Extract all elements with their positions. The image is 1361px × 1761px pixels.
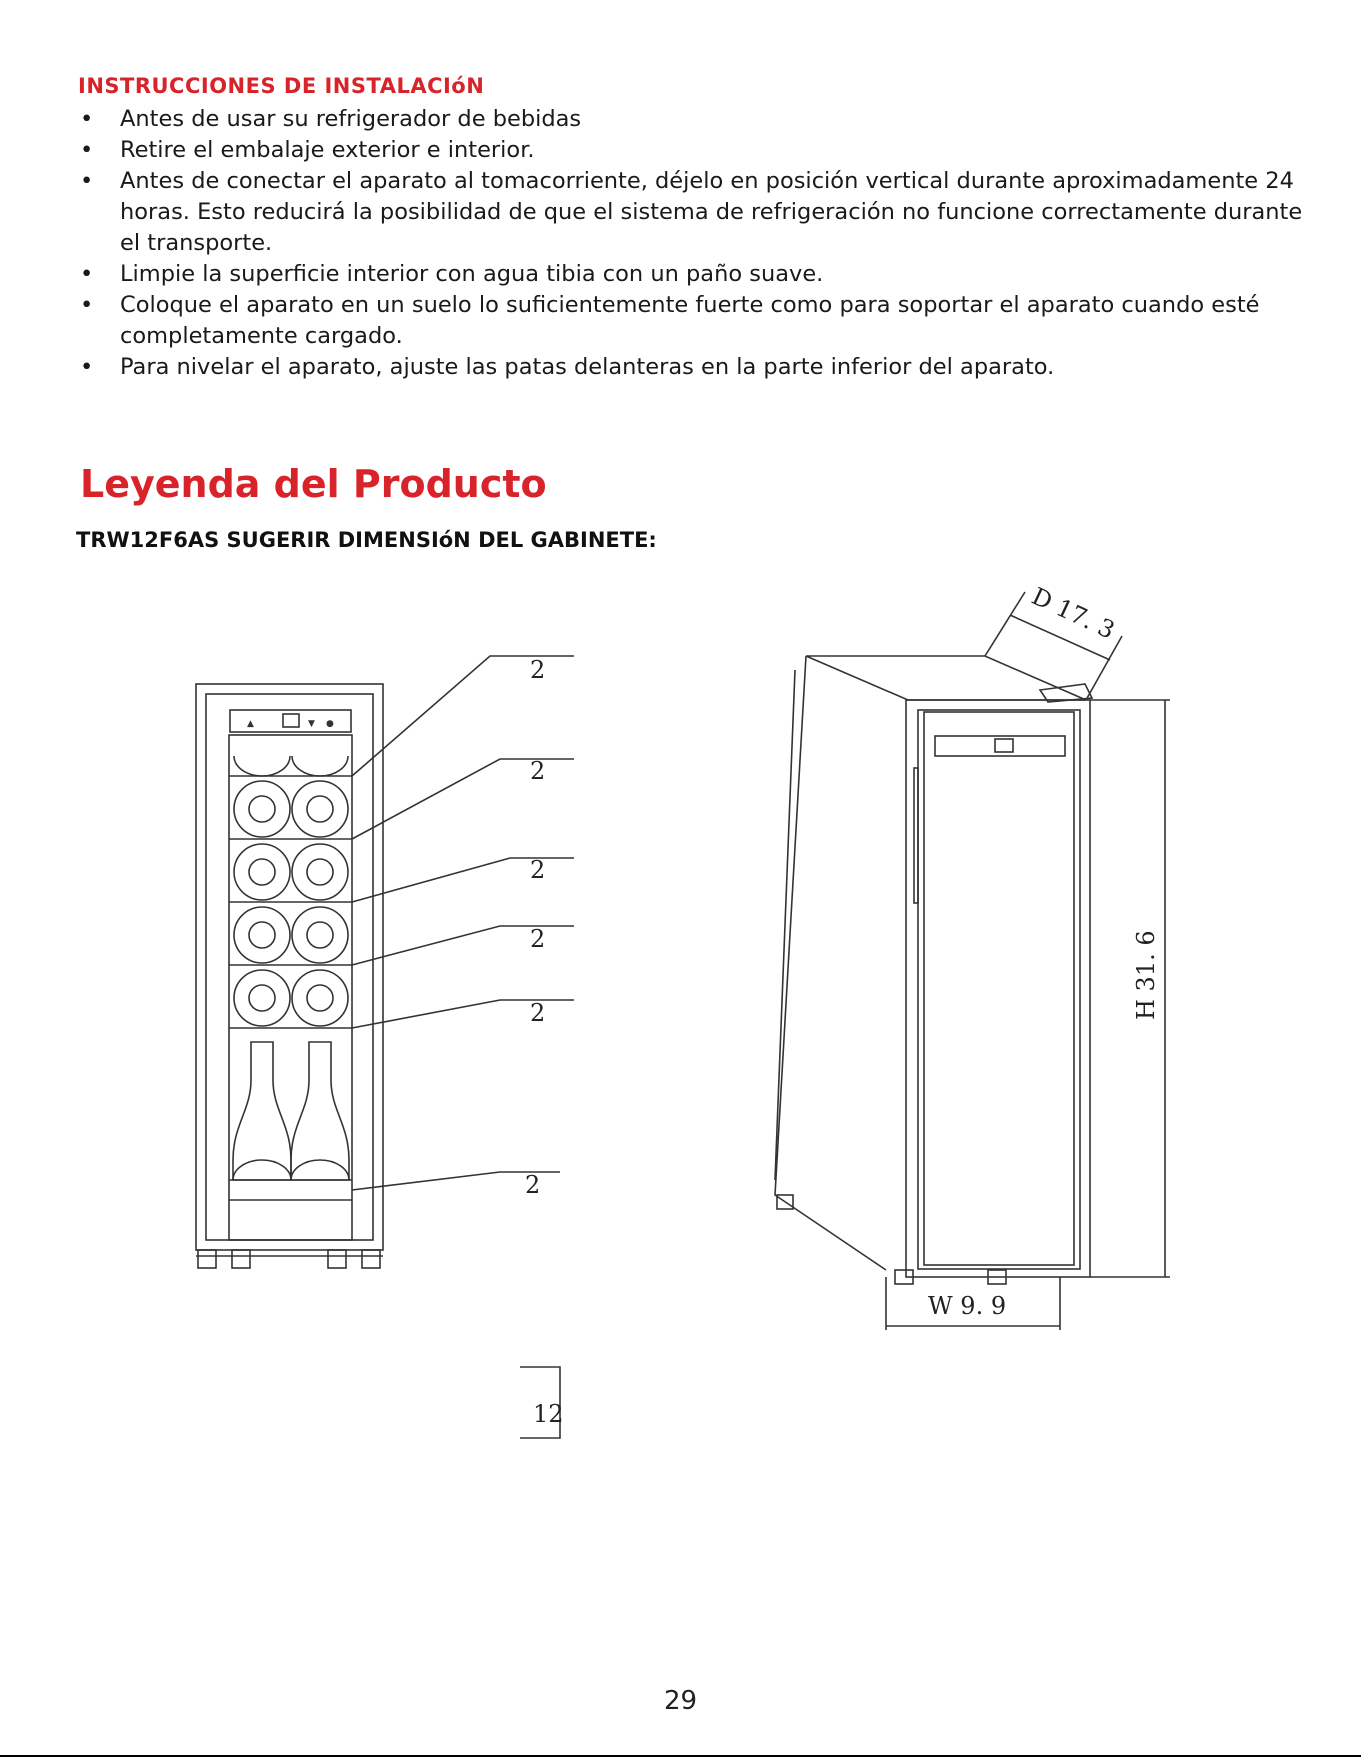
bullet-icon: • [80,292,94,318]
total-capacity-label: 12 [533,1400,564,1428]
bottle-end [249,985,275,1011]
shelf-capacity-label: 2 [525,1171,541,1199]
list-item [78,352,1308,383]
list-item [78,135,1308,166]
depth-label: D 17. 3 [1027,582,1119,645]
bottle-end [292,970,348,1026]
list-item [78,166,1308,259]
cabinet-top [806,656,1086,700]
glass-door [924,712,1074,1265]
light-icon: ● [326,719,334,729]
front-outer-frame [196,684,383,1250]
bottle-end [307,796,333,822]
bullet-icon: • [80,168,94,194]
bottle-end [307,859,333,885]
bottle-end [292,907,348,963]
list-item-text: Retire el embalaje exterior e interior. [120,137,535,163]
door-handle [914,768,918,903]
foot [232,1250,250,1268]
bottle-end [234,970,290,1026]
bottle-end [249,859,275,885]
list-item [78,104,1308,135]
width-label: W 9. 9 [928,1292,1007,1320]
bullet-icon: • [80,354,94,380]
shelf-capacity-label: 2 [530,925,546,953]
bottle-end [234,844,290,900]
bottle-end [234,756,290,776]
depth-extension [985,592,1025,656]
installation-heading: INSTRUCCIONES DE INSTALACIóN [78,74,485,98]
footer-rule [0,1755,1361,1757]
page-number: 29 [663,1686,698,1716]
display-icon [283,714,299,727]
isometric-view [775,582,1170,1330]
shelf-capacity-label: 2 [530,656,546,684]
shelf-capacity-label: 2 [530,999,546,1027]
shelf-capacity-label: 2 [530,856,546,884]
installation-list [78,104,1308,383]
list-item [78,290,1308,352]
list-item-text: Para nivelar el aparato, ajuste las patas delanteras en la parte inferior del aparato. [120,354,1055,380]
depth-extension [1086,636,1122,700]
bottle-end [249,796,275,822]
bottle-end [233,1160,291,1180]
list-item [78,259,1308,290]
bottle-end [249,922,275,948]
foot [328,1250,346,1268]
bottle-end [291,1160,349,1180]
list-item-text: Antes de usar su refrigerador de bebidas [120,106,582,132]
legend-title: Leyenda del Producto [80,462,547,506]
side-edge [775,670,795,1180]
height-label: H 31. 6 [1132,930,1160,1020]
bottle-end [292,756,348,776]
shelf-capacity-label: 2 [530,757,546,785]
front-view [196,656,574,1438]
door-inner-frame [918,710,1080,1269]
bottle-end [292,781,348,837]
bottle-end [307,922,333,948]
front-door-frame [906,700,1090,1277]
cabinet-dimension-subtitle: TRW12F6AS SUGERIR DIMENSIóN DEL GABINETE: [76,528,657,552]
foot [198,1250,216,1268]
bottle-end [307,985,333,1011]
list-item-text: Limpie la superficie interior con agua tibia con un paño suave. [120,261,824,287]
bottle-end [234,781,290,837]
display-icon [995,739,1013,752]
bottle-end [292,844,348,900]
bullet-icon: • [80,261,94,287]
list-item-text: Antes de conectar el aparato al tomacorriente, déjelo en posición vertical durante aproximadamente 24 horas. Esto reducirá la posibilidad de que el sistema de refrigeración no funcione correctamente durante el transporte. [120,168,1303,256]
bullet-icon: • [80,106,94,132]
foot [362,1250,380,1268]
bullet-icon: • [80,137,94,163]
cabinet-drawing [0,580,1361,1460]
power-icon: ▲ [247,719,254,729]
list-item-text: Coloque el aparato en un suelo lo suficientemente fuerte como para soportar el aparato cuando esté completamente cargado. [120,292,1260,349]
bottle-end [234,907,290,963]
down-arrow-icon: ▼ [308,719,315,729]
